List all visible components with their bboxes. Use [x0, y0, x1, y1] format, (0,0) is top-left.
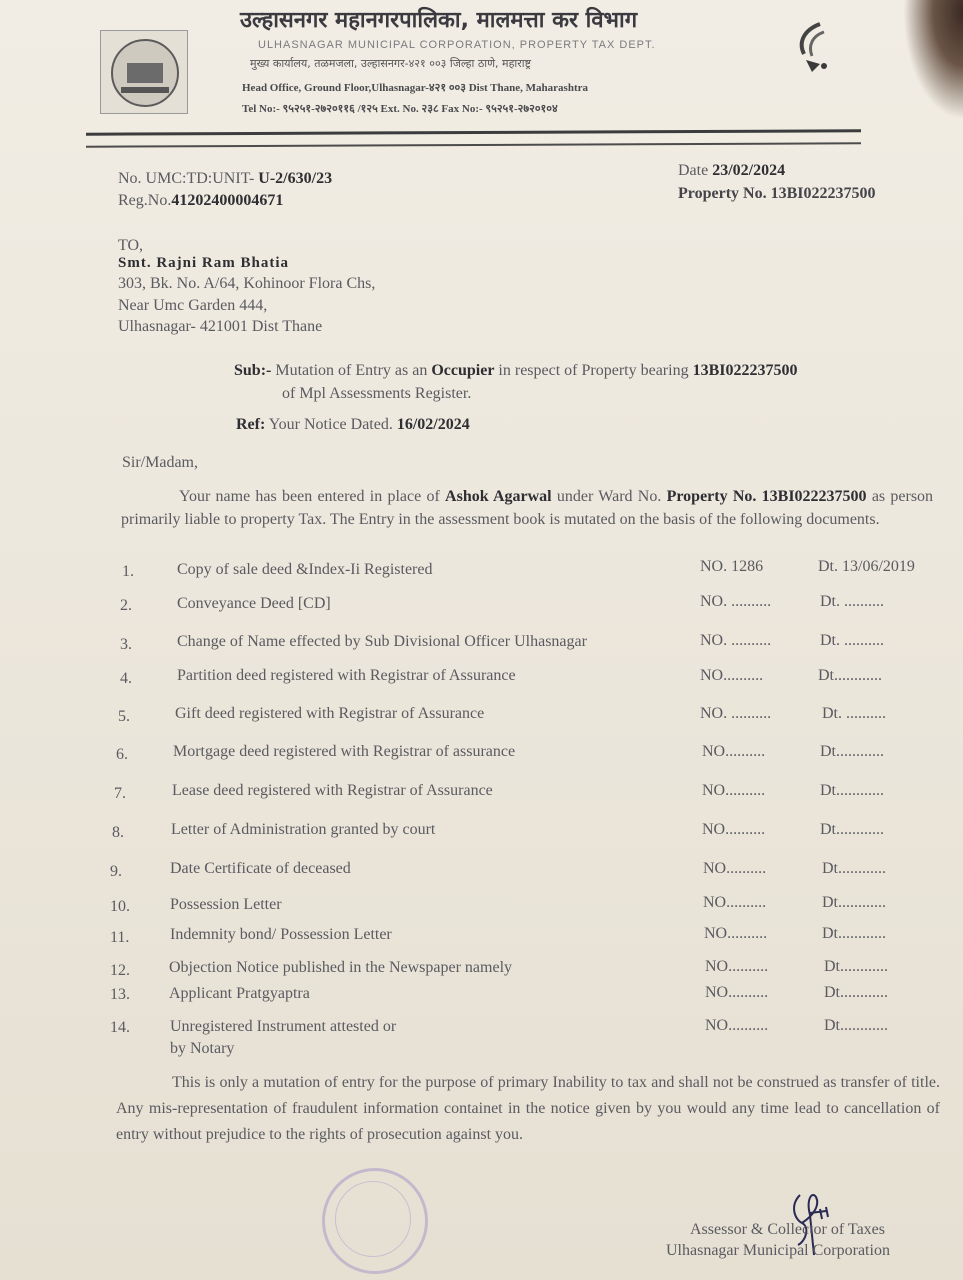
office-stamp: [322, 1168, 428, 1274]
reference-number: No. UMC:TD:UNIT- U-2/630/23: [118, 170, 333, 187]
to-label: TO,: [118, 237, 144, 254]
reference-line: Ref: Your Notice Dated. 16/02/2024: [236, 416, 470, 433]
header-divider: [86, 129, 861, 135]
header-divider-thin: [86, 142, 861, 147]
header-address-marathi: मुख्य कार्यालय, तळमजला, उल्हासनगर-४२१ ००३ जिल्हा ठाणे, महाराष्ट्र: [250, 57, 532, 70]
letter-date: Date 23/02/2024: [678, 162, 786, 179]
corporation-emblem: [100, 30, 188, 114]
salutation: Sir/Madam,: [122, 454, 198, 471]
header-title-marathi: उल्हासनगर महानगरपालिका, मालमत्ता कर विभाग: [240, 8, 638, 33]
header-contact: Tel No:- ९५२५१-२७२०११६ /१२५ Ext. No. २३८ Fax No:- ९५२५१-२७२०१०४: [242, 103, 558, 115]
closing-paragraph: This is only a mutation of entry for the purpose of primary Inability to tax and shall not be construed as transfer of title. Any mis-representation of fraudulent information containet in the notice given by you would any time lead to cancellation of entry without prejudice to the rights of prosecution against you.: [116, 1074, 940, 1143]
recipient-address-2: Near Umc Garden 444,: [118, 297, 268, 314]
property-number: Property No. 13BI022237500: [678, 185, 876, 202]
recipient-address-1: 303, Bk. No. A/64, Kohinoor Flora Chs,: [118, 275, 376, 292]
department-logo-icon: [790, 20, 834, 76]
header-address: Head Office, Ground Floor,Ulhasnagar-४२१ ००३ Dist Thane, Maharashtra: [242, 82, 588, 94]
subject-line: Sub:- Mutation of Entry as an Occupier in respect of Property bearing 13BI022237500: [234, 362, 798, 379]
body-paragraph: Your name has been entered in place of Ashok Agarwal under Ward No. Property No. 13BI022237500 as person primarily liable to property Tax. The Entry in the assessment book is mutated on the basis of the following documents.: [121, 488, 934, 528]
signatory-organisation: Ulhasnagar Municipal Corporation: [666, 1242, 890, 1259]
letter-page: उल्हासनगर महानगरपालिका, मालमत्ता कर विभाग ULHASNAGAR MUNICIPAL CORPORATION, PROPERTY TAX DEPT. मुख्य कार्यालय, तळमजला, उल्हासनगर-४२१ ००३ जिल्हा ठाणे, महाराष्ट्र Head Office, Ground Floor,Ulhasnagar-४२१ ००३ Dist Thane, Maharashtra Tel No:- ९५२५१-२७२०११६ /१२५ Ext. No. २३८ Fax No:- ९५२५१-२७२०१०४ No. UMC:TD:UNIT- U-2/630/23 Reg.No.41202400004671 Date 23/02/2024 Property No. 13BI022237500 TO, Smt. Rajni Ram Bhatia 303, Bk. No. A/64, Kohinoor Flora Chs, Near Umc Garden 444, Ulhasnagar- 421001 Dist Thane Sub:- Mutation of Entry as an Occupier in respect of Property bearing 13BI022237500 of Mpl Assessments Register. Ref: Your Notice Dated. 16/02/2024 Sir/Madam, Your name has been entered in place of Ashok Agarwal under Ward No. Property No. 13BI022237500 as person primarily liable to property Tax. The Entry in the assessment book is mutated on the basis of the following documents. 1. Copy of sale deed &Index-Ii Registered NO. 1286 Dt. 13/06/2019 2. Conveyance Deed [CD] NO. .......... Dt. .......... 3. Change of Name effected by Sub Divisional Officer Ulhasnagar NO. .......... Dt. .......... 4. Partition deed registered with Registrar of Assurance NO.......... Dt............ 5. Gift deed registered with Registrar of Assurance NO. .......... Dt. .......... 6. Mortgage deed registered with Registrar of assurance NO.......... Dt............ 7. Lease deed registered with Registrar of Assurance NO.......... Dt............ 8. Letter of Administration granted by court NO.......... Dt............ 9. Date Certificate of deceased NO.......... Dt............ 10. Possession Letter NO.......... Dt............ 11. Indemnity bond/ Possession Letter NO.......... Dt............ 12. Objection Notice published in the Newspaper namely NO.......... Dt............ 13. Applicant Pratgyaptra NO.......... Dt............ 14. Unregistered Instrument attested or by Notary NO.......... Dt............ This is only a mutation of entry for the purpose of primary Inability to tax and shall not be construed as transfer of title. Any mis-representation of fraudulent information containet in the notice given by you would any time lead to cancellation of entry without prejudice to the rights of prosecution against you. Assessor & Collector of Taxes Ulhasnagar Municipal Corporation: [0, 0, 963, 1280]
subject-line-2: of Mpl Assessments Register.: [282, 385, 472, 402]
recipient-address-3: Ulhasnagar- 421001 Dist Thane: [118, 318, 323, 335]
signatory-designation: Assessor & Collector of Taxes: [690, 1221, 885, 1238]
page-shadow: [903, 0, 963, 120]
header-title-english: ULHASNAGAR MUNICIPAL CORPORATION, PROPERTY TAX DEPT.: [258, 39, 656, 51]
registration-number: Reg.No.41202400004671: [118, 192, 284, 209]
recipient-name: Smt. Rajni Ram Bhatia: [118, 255, 290, 271]
